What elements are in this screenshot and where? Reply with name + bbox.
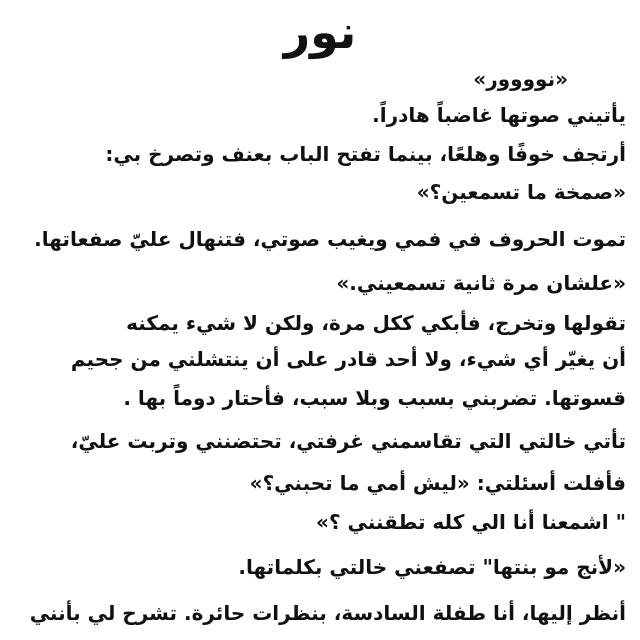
text-line-10: تأتي خالتي التي تقاسمني غرفتي، تحتضنني وتربت عليّ، bbox=[70, 429, 626, 453]
text-line-2: يأتيني صوتها غاضباً هادراً. bbox=[372, 103, 626, 127]
document-title: نور bbox=[283, 5, 357, 59]
text-line-7: تقولها وتخرج، فأبكي ككل مرة، ولكن لا شيء يمكنه bbox=[126, 311, 626, 335]
text-line-3: أرتجف خوفًا وهلعًا، بينما تفتح الباب بعنف وتصرخ بي: bbox=[105, 142, 626, 166]
text-line-13: «لأنج مو بنتها" تصفعني خالتي بكلماتها. bbox=[238, 555, 626, 579]
text-line-11: فأفلت أسئلتي: «ليش أمي ما تحبني؟» bbox=[249, 471, 626, 495]
text-line-9: قسوتها. تضربني بسبب وبلا سبب، فأحتار دوماً بها . bbox=[123, 386, 626, 410]
text-line-14: أنظر إليها، أنا طفلة السادسة، بنظرات حائرة. تشرح لي بأنني bbox=[29, 601, 626, 625]
text-line-8: أن يغيّر أي شيء، ولا أحد قادر على أن ينتشلني من جحيم bbox=[70, 347, 626, 371]
text-line-12: " اشمعنا أنا الي كله تطقنني ؟» bbox=[316, 510, 626, 534]
text-line-5: تموت الحروف في فمي ويغيب صوتي، فتنهال عليّ صفعاتها. bbox=[34, 227, 626, 251]
text-line-4: «صمخة ما تسمعين؟» bbox=[416, 180, 626, 204]
text-line-1: «نوووور» bbox=[473, 67, 568, 91]
text-line-6: «علشان مرة ثانية تسمعيني.» bbox=[336, 271, 626, 295]
